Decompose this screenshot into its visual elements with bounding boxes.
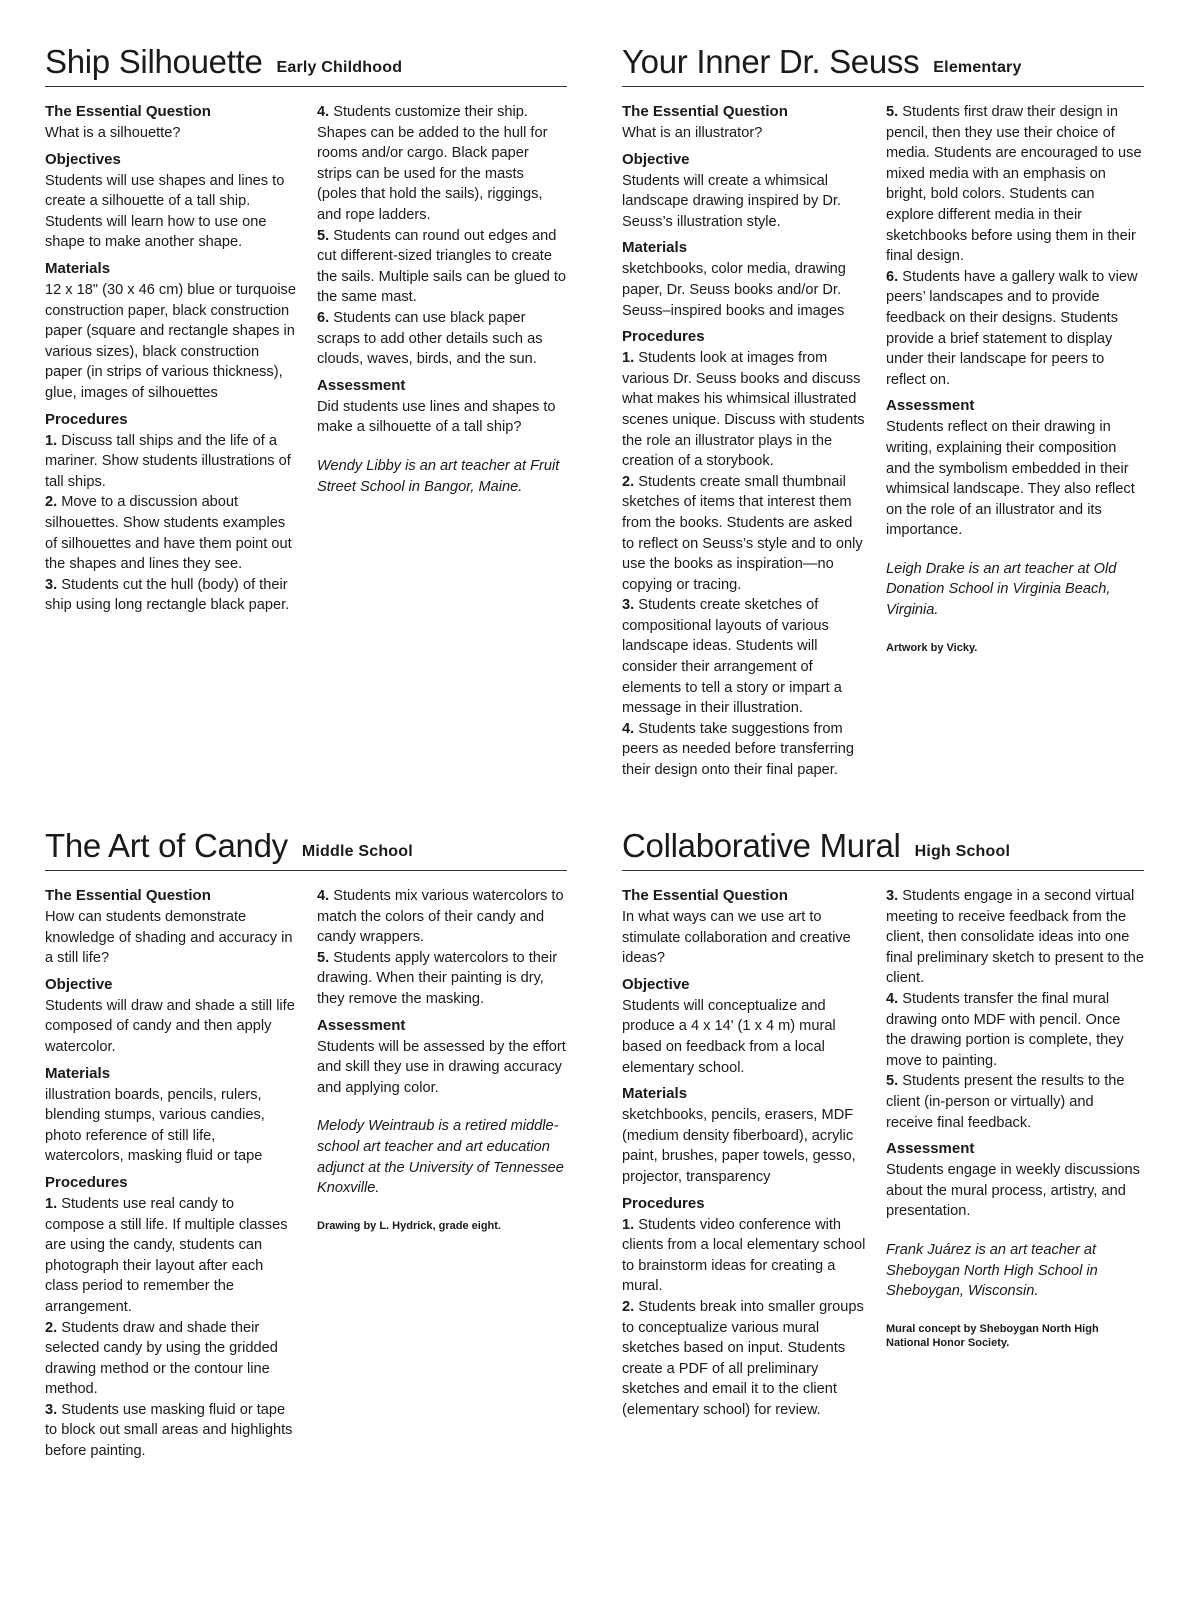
step-number: 3. [886, 888, 899, 904]
lesson-title [45, 824, 413, 875]
artwork-credit: Artwork by Vicky. [886, 641, 978, 654]
materials-heading: Materials [622, 239, 688, 257]
artwork-credit: Drawing by L. Hydrick, grade eight. [317, 1219, 501, 1232]
step-number: 4. [622, 720, 635, 737]
essential-question-heading: The Essential Question [622, 887, 788, 904]
step-text: Students create sketches of compositional layouts of various landscape ideas. Students will consider their arrangement of elements to tell a story or impart a message in their illustration. [622, 597, 842, 717]
step-number: 2. [622, 1298, 635, 1315]
step-text: Students customize their ship. Shapes can be added to the hull for rooms and/or cargo. Black paper strips can be used for the masts (poles that hold the sails), riggings, and rope ladders. [317, 104, 548, 223]
essential-question-heading: The Essential Question [45, 103, 211, 120]
author-bio: Frank Juárez is an art teacher at Sheboygan North High School in Sheboygan, Wisconsin. [886, 1241, 1098, 1300]
procedure-step [622, 719, 866, 781]
essential-question: What is a silhouette? [45, 125, 181, 141]
step-number: 2. [45, 1319, 58, 1336]
assessment-heading: Assessment [317, 376, 406, 394]
grade-level: High School [914, 843, 1011, 860]
step-text: Students have a gallery walk to view peers’ landscapes and to provide feedback on their designs. Students provide a brief statement to display under their landscape for peers to reflect on. [886, 268, 1138, 388]
objective-text: Students will conceptualize and produce a 4 x 14' (1 x 4 m) mural based on feedback from a local elementary school. [622, 997, 836, 1076]
assessment-text: Students engage in weekly discussions about the mural process, artistry, and presentation. [886, 1162, 1140, 1220]
procedure-step [45, 1400, 297, 1462]
essential-question: How can students demonstrate knowledge of shading and accuracy in a still life? [45, 909, 293, 967]
procedure-step [622, 595, 866, 719]
procedure-step [886, 1071, 1144, 1133]
materials-heading: Materials [45, 1064, 111, 1082]
procedures-heading: Procedures [45, 410, 128, 428]
procedure-step [886, 886, 1144, 989]
step-number: 2. [622, 473, 635, 490]
step-text: Students draw and shade their selected candy by using the gridded drawing method or the contour line method. [45, 1319, 278, 1398]
step-text: Students can use black paper scraps to add other details such as clouds, waves, birds, and the sun. [317, 309, 543, 368]
step-text: Students cut the hull (body) of their ship using long rectangle black paper. [45, 576, 290, 614]
procedure-step [317, 102, 567, 226]
procedure-step [45, 575, 297, 616]
step-text: Discuss tall ships and the life of a mariner. Show students illustrations of tall ships. [45, 432, 291, 490]
objective-text: Students will draw and shade a still life composed of candy and then apply watercolor. [45, 997, 295, 1055]
assessment-text: Students will be assessed by the effort and skill they use in drawing accuracy and applying color. [317, 1038, 566, 1096]
step-number: 5. [886, 1073, 899, 1090]
step-number: 3. [45, 576, 58, 593]
step-number: 1. [45, 1195, 58, 1212]
step-number: 6. [317, 309, 330, 326]
step-number: 4. [317, 104, 330, 120]
essential-question-heading: The Essential Question [622, 103, 788, 120]
step-number: 5. [886, 104, 899, 120]
grade-level: Middle School [301, 843, 413, 860]
grade-level: Elementary [933, 59, 1022, 76]
lesson-header [622, 40, 1144, 87]
lesson-ship-silhouette [45, 40, 567, 614]
step-number: 3. [622, 597, 635, 614]
column-right [317, 886, 567, 1233]
procedure-step [45, 492, 297, 574]
step-number: 1. [622, 1216, 635, 1233]
author-bio: Melody Weintraub is a retired middle-school art teacher and art education adjunct at the University of Tennessee Knoxville. [317, 1118, 564, 1197]
lesson-collaborative-mural [622, 824, 1144, 1418]
title-text: The Art of Candy [45, 827, 288, 864]
assessment-heading: Assessment [886, 1140, 975, 1158]
assessment-text: Students reflect on their drawing in writing, explaining their composition and the symbolism embedded in their whimsical landscape. They also reflect on the role of an illustrator and its importance. [886, 419, 1135, 539]
materials-text: 12 x 18" (30 x 46 cm) blue or turquoise construction paper, black construction paper (square and rectangle shapes in various sizes), black construction paper (in strips of various thickness), glue, images of silhouettes [45, 281, 296, 401]
step-text: Students can round out edges and cut different-sized triangles to create the sails. Multiple sails can be glued to the same mast. [317, 227, 567, 306]
objective-heading: Objective [45, 975, 113, 993]
lesson-title [622, 824, 1010, 875]
title-text: Your Inner Dr. Seuss [622, 43, 920, 80]
procedure-step [317, 948, 567, 1010]
title-text: Ship Silhouette [45, 43, 263, 80]
step-text: Students video conference with clients from a local elementary school to brainstorm ideas for creating a mural. [622, 1216, 866, 1295]
objectives-heading: Objectives [45, 150, 121, 168]
lesson-header [45, 40, 567, 87]
assessment-heading: Assessment [317, 1016, 406, 1034]
step-text: Students look at images from various Dr. Seuss books and discuss what makes his whimsical illustrated scenes unique. Discuss with students the role an illustrator plays in the creation of a storybook. [622, 350, 865, 470]
step-text: Move to a discussion about silhouettes. Show students examples of silhouettes and have them point out the shapes and lines they see. [45, 494, 292, 573]
lesson-header [45, 824, 567, 871]
step-text: Students break into smaller groups to conceptualize various mural sketches based on input. Students create a PDF of all preliminary sketches and email it to the client (elementary school) for review. [622, 1298, 864, 1418]
column-left [622, 886, 866, 1420]
materials-text: sketchbooks, color media, drawing paper, Dr. Seuss books and/or Dr. Seuss–inspired books and images [622, 261, 846, 319]
step-number: 1. [45, 432, 58, 449]
procedure-step [886, 267, 1144, 391]
column-right [317, 102, 567, 497]
procedure-step [622, 348, 866, 472]
procedures-heading: Procedures [622, 328, 705, 346]
column-right [886, 102, 1144, 655]
procedures-heading: Procedures [622, 1194, 705, 1212]
essential-question: In what ways can we use art to stimulate collaboration and creative ideas? [622, 909, 851, 967]
lesson-art-of-candy [45, 824, 567, 1460]
step-number: 4. [317, 888, 330, 904]
step-text: Students use masking fluid or tape to block out small areas and highlights before painting. [45, 1401, 293, 1460]
procedure-step [886, 989, 1144, 1071]
author-bio: Leigh Drake is an art teacher at Old Donation School in Virginia Beach, Virginia. [886, 560, 1117, 619]
materials-text: sketchbooks, pencils, erasers, MDF (medium density fiberboard), acrylic paint, brushes, paper towels, gesso, projector, transparency [622, 1107, 856, 1185]
objective-text: Students will create a whimsical landscape drawing inspired by Dr. Seuss’s illustration style. [622, 172, 842, 230]
procedure-step [622, 1215, 866, 1297]
step-text: Students apply watercolors to their drawing. When their painting is dry, they remove the masking. [317, 949, 558, 1007]
procedure-step [317, 308, 567, 370]
procedure-step [45, 431, 297, 493]
lesson-inner-dr-seuss [622, 40, 1144, 779]
lesson-title [622, 40, 1022, 91]
materials-text: illustration boards, pencils, rulers, blending stumps, various candies, photo reference of still life, watercolors, masking fluid or tape [45, 1086, 265, 1165]
procedure-step [622, 1297, 866, 1421]
step-number: 2. [45, 494, 58, 511]
step-text: Students mix various watercolors to match the colors of their candy and candy wrappers. [317, 888, 564, 946]
procedure-step [45, 1194, 297, 1318]
step-text: Students transfer the final mural drawing onto MDF with pencil. Once the drawing portion is complete, they move to painting. [886, 990, 1124, 1069]
essential-question: What is an illustrator? [622, 125, 763, 141]
essential-question-heading: The Essential Question [45, 887, 211, 904]
lesson-header [622, 824, 1144, 871]
column-left [45, 886, 297, 1462]
step-text: Students take suggestions from peers as needed before transferring their design onto their final paper. [622, 720, 855, 779]
procedures-heading: Procedures [45, 1173, 128, 1191]
step-text: Students first draw their design in pencil, then they use their choice of media. Students are encouraged to use mixed media with an emphasis on bright, bold colors. Students can explore different media in their sketchbooks before using them in their final design. [886, 104, 1142, 265]
grade-level: Early Childhood [276, 59, 403, 76]
objectives-text: Students will use shapes and lines to create a silhouette of a tall ship. Students will learn how to use one shape to make another shape. [45, 172, 285, 251]
procedure-step [622, 472, 866, 596]
procedure-step [45, 1318, 297, 1400]
step-number: 1. [622, 350, 635, 367]
title-text: Collaborative Mural [622, 827, 901, 864]
procedure-step [886, 102, 1144, 267]
artwork-credit: Mural concept by Sheboygan North High National Honor Society. [886, 1322, 1099, 1349]
objective-heading: Objective [622, 975, 690, 993]
procedure-step [317, 226, 567, 308]
assessment-text: Did students use lines and shapes to make a silhouette of a tall ship? [317, 398, 556, 436]
step-number: 4. [886, 990, 899, 1007]
step-text: Students engage in a second virtual meeting to receive feedback from the client, then consolidate ideas into one final preliminary sketch to present to the client. [886, 888, 1144, 987]
step-text: Students present the results to the client (in-person or virtually) and receive final feedback. [886, 1073, 1125, 1131]
step-number: 5. [317, 949, 330, 966]
objective-heading: Objective [622, 150, 690, 168]
lesson-title [45, 40, 402, 91]
step-number: 5. [317, 227, 330, 244]
step-text: Students create small thumbnail sketches of items that interest them from the books. Students are asked to reflect on Seuss’s style and to only use the books as inspiration—no copying or tracing. [622, 473, 863, 593]
author-bio: Wendy Libby is an art teacher at Fruit Street School in Bangor, Maine. [317, 457, 560, 495]
column-left [622, 102, 866, 781]
assessment-heading: Assessment [886, 397, 975, 415]
materials-heading: Materials [45, 259, 111, 277]
step-number: 6. [886, 268, 899, 285]
step-number: 3. [45, 1401, 58, 1418]
step-text: Students use real candy to compose a still life. If multiple classes are using the candy, students can photograph their layout after each class period to remember the arrangement. [45, 1195, 288, 1315]
materials-heading: Materials [622, 1085, 688, 1103]
column-right [886, 886, 1144, 1350]
column-left [45, 102, 297, 616]
procedure-step [317, 886, 567, 948]
